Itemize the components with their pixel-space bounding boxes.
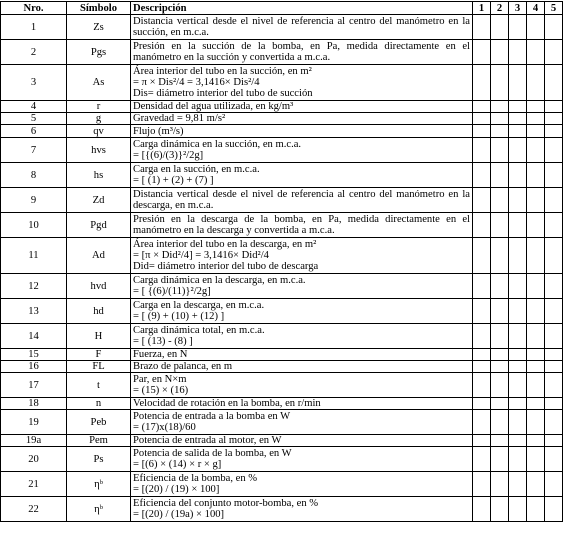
- table-row: [1, 497, 563, 522]
- description-line: Velocidad de rotación en la bomba, en r/min: [133, 398, 321, 409]
- value-cell-5[interactable]: [545, 349, 563, 361]
- row-description: [131, 40, 473, 65]
- row-description: [131, 138, 473, 163]
- value-cell-1[interactable]: [473, 238, 491, 274]
- table-row: [1, 138, 563, 163]
- row-number: 17: [1, 373, 67, 398]
- value-cell-1[interactable]: [473, 324, 491, 349]
- row-number: 4: [1, 101, 67, 113]
- description-line: Par, en N×m: [133, 374, 187, 385]
- row-symbol: ηᵇ: [67, 472, 131, 497]
- value-cell-2[interactable]: [491, 40, 509, 65]
- description-line: Dis= diámetro interior del tubo de succión: [133, 88, 313, 99]
- value-cell-4[interactable]: [527, 497, 545, 522]
- value-cell-5[interactable]: [545, 472, 563, 497]
- description-line: Fuerza, en N: [133, 349, 188, 360]
- value-cell-1[interactable]: [473, 163, 491, 188]
- table-row: [1, 65, 563, 101]
- value-cell-4[interactable]: [527, 410, 545, 435]
- table-row: [1, 163, 563, 188]
- description-line: = [(20) / (19a) × 100]: [133, 509, 225, 520]
- value-cell-2[interactable]: [491, 213, 509, 238]
- row-symbol: ηᵇ: [67, 497, 131, 522]
- value-cell-1[interactable]: [473, 101, 491, 113]
- table-row: [1, 125, 563, 138]
- value-cell-5[interactable]: [545, 324, 563, 349]
- value-cell-4[interactable]: [527, 101, 545, 113]
- table-row: [1, 113, 563, 125]
- value-cell-4[interactable]: [527, 435, 545, 447]
- description-line: Potencia de salida de la bomba, en W: [133, 448, 292, 459]
- description-line: Potencia de entrada a la bomba en W: [133, 411, 291, 422]
- header-row: [1, 2, 563, 15]
- value-cell-2[interactable]: [491, 113, 509, 125]
- value-cell-2[interactable]: [491, 188, 509, 213]
- table-row: [1, 447, 563, 472]
- value-cell-3[interactable]: [509, 299, 527, 324]
- value-cell-5[interactable]: [545, 435, 563, 447]
- value-cell-4[interactable]: [527, 125, 545, 138]
- value-cell-2[interactable]: [491, 435, 509, 447]
- table-row: [1, 188, 563, 213]
- row-description: [131, 398, 473, 410]
- description-line: = [(6) × (14) × r × g]: [133, 459, 222, 470]
- value-cell-4[interactable]: [527, 361, 545, 373]
- table-row: [1, 435, 563, 447]
- description-line: Distancia vertical desde el nivel de referencia al centro del manómetro en la succión, en m.c.a.: [133, 16, 470, 38]
- value-cell-1[interactable]: [473, 213, 491, 238]
- table-row: [1, 238, 563, 274]
- value-cell-1[interactable]: [473, 497, 491, 522]
- table-row: [1, 15, 563, 40]
- value-cell-5[interactable]: [545, 125, 563, 138]
- value-cell-5[interactable]: [545, 188, 563, 213]
- value-cell-5[interactable]: [545, 138, 563, 163]
- description-line: Carga dinámica total, en m.c.a.: [133, 325, 265, 336]
- table-row: [1, 324, 563, 349]
- value-cell-4[interactable]: [527, 299, 545, 324]
- row-symbol: Peb: [67, 410, 131, 435]
- row-description: [131, 472, 473, 497]
- description-line: Área interior del tubo en la descarga, en m²: [133, 239, 317, 250]
- row-number: 22: [1, 497, 67, 522]
- row-description: [131, 274, 473, 299]
- value-cell-5[interactable]: [545, 101, 563, 113]
- row-number: 8: [1, 163, 67, 188]
- value-cell-2[interactable]: [491, 324, 509, 349]
- row-description: [131, 238, 473, 274]
- value-cell-1[interactable]: [473, 274, 491, 299]
- value-cell-4[interactable]: [527, 163, 545, 188]
- row-symbol: qv: [67, 125, 131, 138]
- row-description: [131, 188, 473, 213]
- value-cell-4[interactable]: [527, 238, 545, 274]
- row-symbol: g: [67, 113, 131, 125]
- table-row: [1, 472, 563, 497]
- description-line: = [ (9) + (10) + (12) ]: [133, 311, 225, 322]
- value-cell-1[interactable]: [473, 188, 491, 213]
- row-description: [131, 373, 473, 398]
- value-cell-3[interactable]: [509, 497, 527, 522]
- row-symbol: Zd: [67, 188, 131, 213]
- value-cell-3[interactable]: [509, 163, 527, 188]
- row-number: 3: [1, 65, 67, 101]
- description-line: Densidad del agua utilizada, en kg/m³: [133, 101, 294, 112]
- header-col-1: 1: [473, 2, 491, 15]
- row-symbol: Zs: [67, 15, 131, 40]
- row-symbol: Ad: [67, 238, 131, 274]
- row-number: 19a: [1, 435, 67, 447]
- row-description: [131, 410, 473, 435]
- header-col-5: 5: [545, 2, 563, 15]
- value-cell-4[interactable]: [527, 188, 545, 213]
- row-symbol: n: [67, 398, 131, 410]
- value-cell-5[interactable]: [545, 113, 563, 125]
- row-symbol: hd: [67, 299, 131, 324]
- row-description: [131, 101, 473, 113]
- row-number: 7: [1, 138, 67, 163]
- row-symbol: FL: [67, 361, 131, 373]
- description-line: = (15) × (16): [133, 385, 189, 396]
- row-description: [131, 15, 473, 40]
- row-symbol: Ps: [67, 447, 131, 472]
- row-symbol: H: [67, 324, 131, 349]
- value-cell-2[interactable]: [491, 349, 509, 361]
- row-number: 20: [1, 447, 67, 472]
- value-cell-5[interactable]: [545, 299, 563, 324]
- value-cell-1[interactable]: [473, 15, 491, 40]
- row-symbol: r: [67, 101, 131, 113]
- row-symbol: Pgd: [67, 213, 131, 238]
- value-cell-2[interactable]: [491, 65, 509, 101]
- description-line: Carga dinámica en la succión, en m.c.a.: [133, 139, 302, 150]
- description-line: = [ {(6)/(11)}²/2g]: [133, 286, 211, 297]
- value-cell-2[interactable]: [491, 447, 509, 472]
- value-cell-2[interactable]: [491, 410, 509, 435]
- description-line: Distancia vertical desde el nivel de referencia al centro del manómetro en la descarga, en m.c.a.: [133, 189, 470, 211]
- value-cell-4[interactable]: [527, 398, 545, 410]
- table-row: [1, 361, 563, 373]
- value-cell-5[interactable]: [545, 447, 563, 472]
- description-line: Gravedad = 9,81 m/s²: [133, 113, 226, 124]
- value-cell-1[interactable]: [473, 398, 491, 410]
- row-description: [131, 435, 473, 447]
- row-description: [131, 125, 473, 138]
- description-line: Presión en la descarga de la bomba, en Pa, medida directamente en el manómetro en la descarga y convertida a m.c.a.: [133, 214, 470, 236]
- value-cell-4[interactable]: [527, 274, 545, 299]
- value-cell-3[interactable]: [509, 138, 527, 163]
- table-row: [1, 398, 563, 410]
- table-row: [1, 373, 563, 398]
- row-number: 15: [1, 349, 67, 361]
- description-line: Carga en la succión, en m.c.a.: [133, 164, 260, 175]
- value-cell-5[interactable]: [545, 40, 563, 65]
- row-symbol: hs: [67, 163, 131, 188]
- value-cell-2[interactable]: [491, 238, 509, 274]
- value-cell-1[interactable]: [473, 410, 491, 435]
- table-row: [1, 410, 563, 435]
- value-cell-2[interactable]: [491, 15, 509, 40]
- value-cell-3[interactable]: [509, 324, 527, 349]
- row-number: 10: [1, 213, 67, 238]
- description-line: = π × Dis²/4 = 3,1416× Dis²/4: [133, 77, 260, 88]
- value-cell-4[interactable]: [527, 113, 545, 125]
- description-line: Flujo (m³/s): [133, 125, 184, 137]
- value-cell-1[interactable]: [473, 361, 491, 373]
- value-cell-4[interactable]: [527, 40, 545, 65]
- row-symbol: t: [67, 373, 131, 398]
- value-cell-5[interactable]: [545, 65, 563, 101]
- value-cell-3[interactable]: [509, 472, 527, 497]
- value-cell-3[interactable]: [509, 274, 527, 299]
- value-cell-3[interactable]: [509, 361, 527, 373]
- value-cell-1[interactable]: [473, 435, 491, 447]
- table-row: [1, 299, 563, 324]
- value-cell-5[interactable]: [545, 497, 563, 522]
- value-cell-3[interactable]: [509, 435, 527, 447]
- table-row: [1, 274, 563, 299]
- value-cell-2[interactable]: [491, 125, 509, 138]
- row-number: 13: [1, 299, 67, 324]
- description-line: Did= diámetro interior del tubo de descarga: [133, 261, 319, 272]
- description-line: = [π × Did²/4] = 3,1416× Did²/4: [133, 250, 269, 261]
- row-number: 5: [1, 113, 67, 125]
- row-symbol: hvd: [67, 274, 131, 299]
- value-cell-1[interactable]: [473, 472, 491, 497]
- value-cell-2[interactable]: [491, 373, 509, 398]
- description-line: Carga en la descarga, en m.c.a.: [133, 300, 265, 311]
- description-line: = (17)x(18)/60: [133, 422, 196, 433]
- description-line: Área interior del tubo en la succión, en m²: [133, 66, 312, 77]
- value-cell-3[interactable]: [509, 65, 527, 101]
- value-cell-3[interactable]: [509, 213, 527, 238]
- table-row: [1, 213, 563, 238]
- value-cell-1[interactable]: [473, 65, 491, 101]
- row-description: [131, 447, 473, 472]
- row-symbol: hvs: [67, 138, 131, 163]
- row-description: [131, 65, 473, 101]
- value-cell-4[interactable]: [527, 213, 545, 238]
- description-line: Carga dinámica en la descarga, en m.c.a.: [133, 275, 306, 286]
- value-cell-3[interactable]: [509, 40, 527, 65]
- value-cell-1[interactable]: [473, 113, 491, 125]
- parameters-table: [0, 1, 563, 522]
- value-cell-1[interactable]: [473, 125, 491, 138]
- value-cell-1[interactable]: [473, 349, 491, 361]
- value-cell-2[interactable]: [491, 138, 509, 163]
- row-description: [131, 361, 473, 373]
- value-cell-3[interactable]: [509, 349, 527, 361]
- row-number: 9: [1, 188, 67, 213]
- row-number: 1: [1, 15, 67, 40]
- value-cell-5[interactable]: [545, 361, 563, 373]
- row-number: 16: [1, 361, 67, 373]
- row-symbol: F: [67, 349, 131, 361]
- value-cell-1[interactable]: [473, 138, 491, 163]
- value-cell-2[interactable]: [491, 101, 509, 113]
- value-cell-5[interactable]: [545, 15, 563, 40]
- header-col-3: 3: [509, 2, 527, 15]
- row-symbol: As: [67, 65, 131, 101]
- row-description: [131, 163, 473, 188]
- value-cell-3[interactable]: [509, 398, 527, 410]
- table-row: [1, 349, 563, 361]
- value-cell-5[interactable]: [545, 373, 563, 398]
- description-line: = [{(6)/(3)}²/2g]: [133, 150, 204, 161]
- description-line: Brazo de palanca, en m: [133, 361, 233, 372]
- value-cell-5[interactable]: [545, 163, 563, 188]
- value-cell-4[interactable]: [527, 373, 545, 398]
- row-number: 21: [1, 472, 67, 497]
- description-line: = [(20) / (19) × 100]: [133, 484, 220, 495]
- value-cell-1[interactable]: [473, 373, 491, 398]
- value-cell-4[interactable]: [527, 472, 545, 497]
- description-line: = [ (13) - (8) ]: [133, 336, 193, 347]
- description-line: Eficiencia del conjunto motor-bomba, en %: [133, 498, 319, 509]
- row-number: 6: [1, 125, 67, 138]
- row-number: 11: [1, 238, 67, 274]
- header-col-2: 2: [491, 2, 509, 15]
- value-cell-4[interactable]: [527, 15, 545, 40]
- header-simbolo: Símbolo: [67, 2, 131, 15]
- description-line: Presión en la succión de la bomba, en Pa, medida directamente en el manómetro en la succión y convertida a m.c.a.: [133, 41, 470, 63]
- value-cell-3[interactable]: [509, 188, 527, 213]
- header-descripcion: Descripción: [131, 2, 473, 15]
- value-cell-4[interactable]: [527, 324, 545, 349]
- row-number: 14: [1, 324, 67, 349]
- row-number: 2: [1, 40, 67, 65]
- header-col-4: 4: [527, 2, 545, 15]
- value-cell-3[interactable]: [509, 410, 527, 435]
- description-line: = [ (1) + (2) + (7) ]: [133, 175, 214, 186]
- value-cell-3[interactable]: [509, 447, 527, 472]
- value-cell-5[interactable]: [545, 238, 563, 274]
- value-cell-2[interactable]: [491, 472, 509, 497]
- value-cell-5[interactable]: [545, 410, 563, 435]
- value-cell-3[interactable]: [509, 113, 527, 125]
- value-cell-5[interactable]: [545, 213, 563, 238]
- table-row: [1, 40, 563, 65]
- value-cell-2[interactable]: [491, 398, 509, 410]
- value-cell-4[interactable]: [527, 65, 545, 101]
- value-cell-3[interactable]: [509, 373, 527, 398]
- row-description: [131, 299, 473, 324]
- value-cell-5[interactable]: [545, 274, 563, 299]
- value-cell-5[interactable]: [545, 398, 563, 410]
- value-cell-3[interactable]: [509, 101, 527, 113]
- value-cell-3[interactable]: [509, 238, 527, 274]
- table-row: [1, 101, 563, 113]
- description-line: Eficiencia de la bomba, en %: [133, 473, 258, 484]
- row-description: [131, 213, 473, 238]
- value-cell-4[interactable]: [527, 138, 545, 163]
- row-description: [131, 324, 473, 349]
- row-number: 12: [1, 274, 67, 299]
- value-cell-4[interactable]: [527, 447, 545, 472]
- value-cell-2[interactable]: [491, 163, 509, 188]
- value-cell-1[interactable]: [473, 447, 491, 472]
- header-nro: Nro.: [1, 2, 67, 15]
- value-cell-2[interactable]: [491, 361, 509, 373]
- description-line: Potencia de entrada al motor, en W: [133, 435, 282, 446]
- value-cell-2[interactable]: [491, 497, 509, 522]
- value-cell-2[interactable]: [491, 274, 509, 299]
- value-cell-1[interactable]: [473, 40, 491, 65]
- value-cell-1[interactable]: [473, 299, 491, 324]
- value-cell-4[interactable]: [527, 349, 545, 361]
- row-symbol: Pgs: [67, 40, 131, 65]
- row-description: [131, 497, 473, 522]
- row-description: [131, 113, 473, 125]
- value-cell-2[interactable]: [491, 299, 509, 324]
- value-cell-3[interactable]: [509, 15, 527, 40]
- row-description: [131, 349, 473, 361]
- row-number: 19: [1, 410, 67, 435]
- row-symbol: Pem: [67, 435, 131, 447]
- value-cell-3[interactable]: [509, 125, 527, 138]
- row-number: 18: [1, 398, 67, 410]
